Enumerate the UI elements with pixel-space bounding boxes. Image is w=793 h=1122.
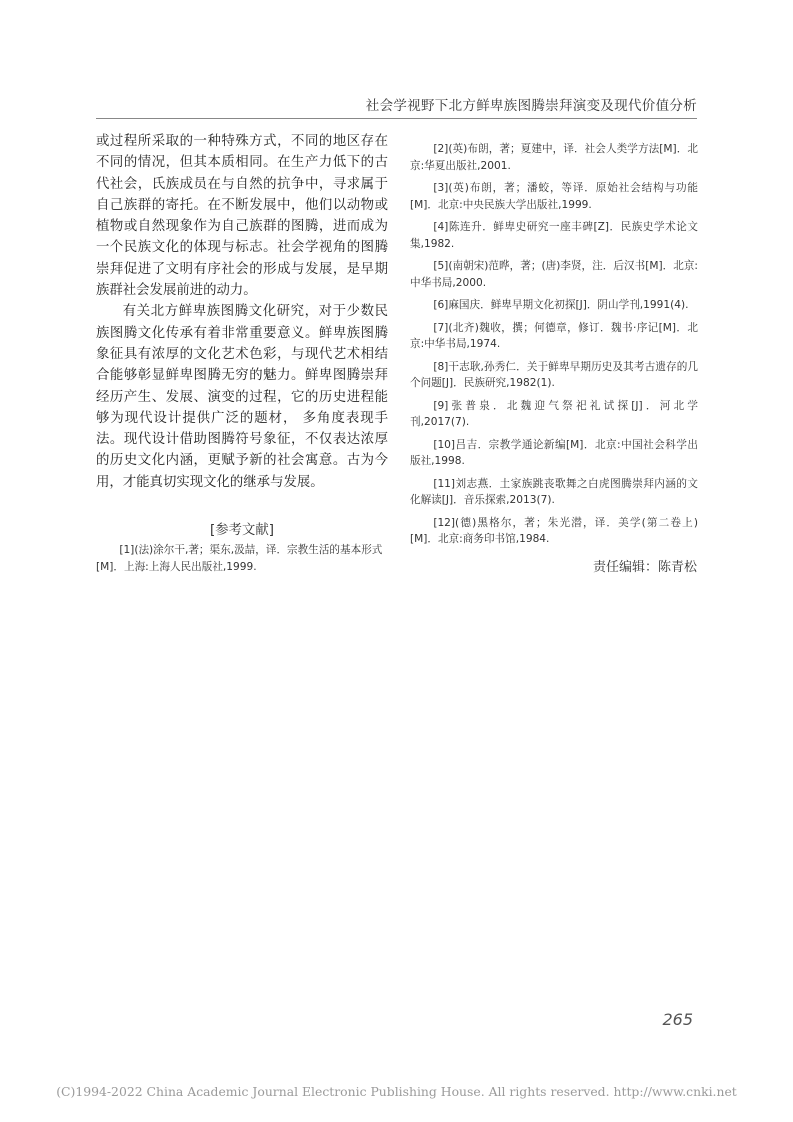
references-list [410,141,698,554]
reference-item: [7](北齐)魏收，撰；何德章，修订．魏书·序记[M]．北京:中华书局,1974. [410,321,698,350]
reference-item: [1](法)涂尔干,著；渠东,汲喆，译．宗教生活的基本形式[M]．上海:上海人民出版社,1999. [96,544,383,573]
reference-item: [9]张普泉．北魏迎气祭祀礼试探[J]．河北学刊,2017(7). [410,399,698,428]
reference-item: [11]刘志燕．土家族跳丧歌舞之白虎图腾崇拜内涵的文化解读[J]．音乐探索,2013(7). [410,477,698,506]
references-heading: [参考文献] [209,523,274,538]
reference-item: [6]麻国庆．鲜卑早期文化初探[J]．阴山学刊,1991(4). [433,299,689,311]
footer-copyright: (C)1994-2022 China Academic Journal Electronic Publishing House. All rights reserved. http://www.cnki.net [56,1084,737,1099]
reference-item: [5](南朝宋)范晔，著；(唐)李贤，注．后汉书[M]．北京:中华书局,2000. [410,260,698,289]
reference-item: [4]陈连升．鲜卑史研究一座丰碑[Z]．民族史学术论文集,1982. [410,221,698,250]
page-number: 265 [662,1010,693,1029]
reference-item: [2](英)布朗，著；夏建中，译．社会人类学方法[M]．北京:华夏出版社,2001. [410,143,698,172]
reference-item: [3](英)布朗，著；潘蛟，等译．原始社会结构与功能[M]．北京:中央民族大学出版社,1999. [410,182,698,211]
reference-item: [8]干志耿,孙秀仁．关于鲜卑早期历史及其考古遗存的几个问题[J]．民族研究,1982(1). [410,360,698,389]
header-divider [96,118,697,119]
body-text-column [96,131,388,493]
body-paragraph: 有关北方鲜卑族图腾文化研究，对于少数民族图腾文化传承有着非常重要意义。鲜卑族图腾象征具有浓厚的文化艺术色彩，与现代艺术相结合能够彰显鲜卑图腾无穷的魅力。鲜卑图腾崇拜经历产生、发展、演变的过程，它的历史进程能够为现代设计提供广泛的题材， 多角度表现手法。现代设计借助图腾符号象征，不仅表达浓厚的历史文化内涵，更赋予新的社会寓意。古为今用，才能真切实现文化的继承与发展。 [96,304,388,490]
reference-item: [10]吕吉．宗教学通论新编[M]．北京:中国社会科学出版社,1998. [410,438,698,467]
reference-item: [12](德)黑格尔，著；朱光潜，译．美学(第二卷上)[M]．北京:商务印书馆,1984. [410,516,698,545]
running-header-title: 社会学视野下北方鲜卑族图腾崇拜演变及现代价值分析 [365,98,697,114]
body-paragraph: 或过程所采取的一种特殊方式，不同的地区存在不同的情况，但其本质相同。在生产力低下的古代社会，氏族成员在与自然的抗争中，寻求属于自己族群的寄托。在不断发展中，他们以动物或植物或自然现象作为自己族群的图腾，进而成为一个民族文化的体现与标志。社会学视角的图腾崇拜促进了文明有序社会的形成与发展，是早期族群社会发展前进的动力。 [96,134,388,299]
responsible-editor: 责任编辑：陈青松 [592,560,697,575]
